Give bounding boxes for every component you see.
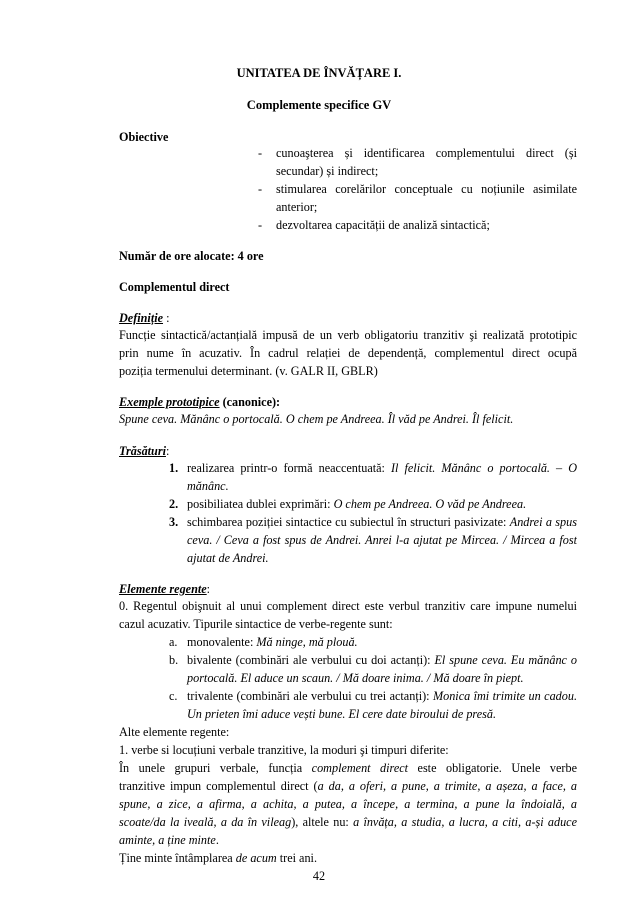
page-number: 42 <box>312 869 326 883</box>
other-regents-label: Alte elemente regente: <box>119 725 230 739</box>
trait-3-line2: ceva. / Ceva a fost spus de Andrei. Anrei l-a ajutat pe Mircea. / Mircea a fost <box>187 533 577 547</box>
objective-dash: - <box>258 146 263 160</box>
regent-b-line1: bivalente (combinări ale verbului cu doi actanți): El spune ceva. Eu mănânc o <box>187 653 577 667</box>
trait-1-line1: realizarea printr-o formă neaccentuată: Il felicit. Mănânc o portocală. – O <box>187 461 577 475</box>
objective-1-line2: secundar) și indirect; <box>276 164 379 178</box>
examples-label: Exemple prototipice <box>119 395 220 409</box>
definition-heading <box>119 311 169 326</box>
definition-label: Definiție <box>119 311 164 325</box>
examples-label-rest: (canonice): <box>219 395 281 409</box>
regent-b-letter: b. <box>169 653 179 667</box>
traits-colon: : <box>165 444 170 458</box>
unit-subtitle: Complemente specifice GV <box>246 98 392 112</box>
paragraph-3: Ține minte întâmplarea de acum trei ani. <box>119 851 317 865</box>
objective-1-line1: cunoaşterea și identificarea complementului direct (și <box>276 146 577 160</box>
traits-label: Trăsături <box>119 444 166 458</box>
trait-3-number: 3. <box>169 515 179 529</box>
examples-text: Spune ceva. Mănânc o portocală. O chem pe Andreea. Îl văd pe Andrei. Îl felicit. <box>119 412 514 426</box>
regent-a-text: monovalente: Mă ninge, mă plouă. <box>187 635 358 649</box>
paragraph-1: 1. verbe si locuțiuni verbale tranzitive, la moduri şi timpuri diferite: <box>119 743 449 757</box>
trait-2-line1: posibiliatea dublei exprimări: O chem pe Andreea. O văd pe Andreea. <box>187 497 527 511</box>
objective-2-line1: stimularea corelărilor conceptuale cu noțiunile asimilate <box>276 182 577 196</box>
definition-colon: : <box>163 311 170 325</box>
trait-1-line2: mănânc. <box>187 479 229 493</box>
definition-line-1: Funcție sintactică/actanțială impusă de un verb obligatoriu tranzitiv şi realizată prototipic <box>119 328 577 342</box>
trait-2-number: 2. <box>169 497 179 511</box>
regent-a-letter: a. <box>169 635 178 649</box>
regents-label: Elemente regente <box>119 582 207 596</box>
regent-c-letter: c. <box>169 689 178 703</box>
definition-line-3: poziția termenului determinant. (v. GALR II, GBLR) <box>119 364 378 378</box>
allocated-hours: Număr de ore alocate: 4 ore <box>119 249 264 263</box>
paragraph-2-line5: aminte, a ține minte. <box>119 833 219 847</box>
objective-dash: - <box>258 218 263 232</box>
trait-3-line1: schimbarea poziției sintactice cu subiectul în structuri pasivizate: Andrei a spus <box>187 515 577 529</box>
objective-3-line1: dezvoltarea capacității de analiză sintactică; <box>276 218 490 232</box>
regent-c-line1: trivalente (combinări ale verbului cu trei actanți): Monica îmi trimite un cadou. <box>187 689 577 703</box>
trait-1-number: 1. <box>169 461 179 475</box>
regent-b-line2: portocală. El aduce un scaun. / Mă doare inima. / Mă doare în piept. <box>187 671 524 685</box>
traits-heading <box>119 444 169 459</box>
definition-line-2: prin nume în acuzativ. În cadrul relației de dependență, complementul direct ocupă <box>119 346 577 360</box>
regents-heading <box>119 582 210 597</box>
paragraph-2-line4: scoate/da la iveală, a da în vileag), altele nu: a învăța, a studia, a lucra, a citi, a-și aduce <box>119 815 577 829</box>
regent-c-line2: Un prieten îmi aduce vești bune. El cere date biroului de presă. <box>187 707 497 721</box>
regents-colon: : <box>206 582 211 596</box>
paragraph-2-line1: În unele grupuri verbale, funcția complement direct este obligatorie. Unele verbe <box>119 761 577 775</box>
objectives-label: Obiective <box>119 130 169 144</box>
paragraph-2-line2: tranzitive impun complementul direct (a da, a oferi, a pune, a trimite, a așeza, a face, a <box>119 779 577 793</box>
paragraph-2-line3: spune, a zice, a afirma, a achita, a putea, a începe, a termina, a pune la îndoială, a <box>119 797 577 811</box>
regents-intro-line1: 0. Regentul obişnuit al unui complement direct este verbul tranzitiv care impune numelui <box>119 599 577 613</box>
examples-heading <box>119 395 280 410</box>
objective-dash: - <box>258 182 263 196</box>
section-title: Complementul direct <box>119 280 230 294</box>
regents-intro-line2: cazul acuzativ. Tipurile sintactice de verbe-regente sunt: <box>119 617 393 631</box>
unit-title: UNITATEA DE ÎNVĂȚARE I. <box>236 66 402 80</box>
objective-2-line2: anterior; <box>276 200 318 214</box>
trait-3-line3: ajutat de Andrei. <box>187 551 269 565</box>
